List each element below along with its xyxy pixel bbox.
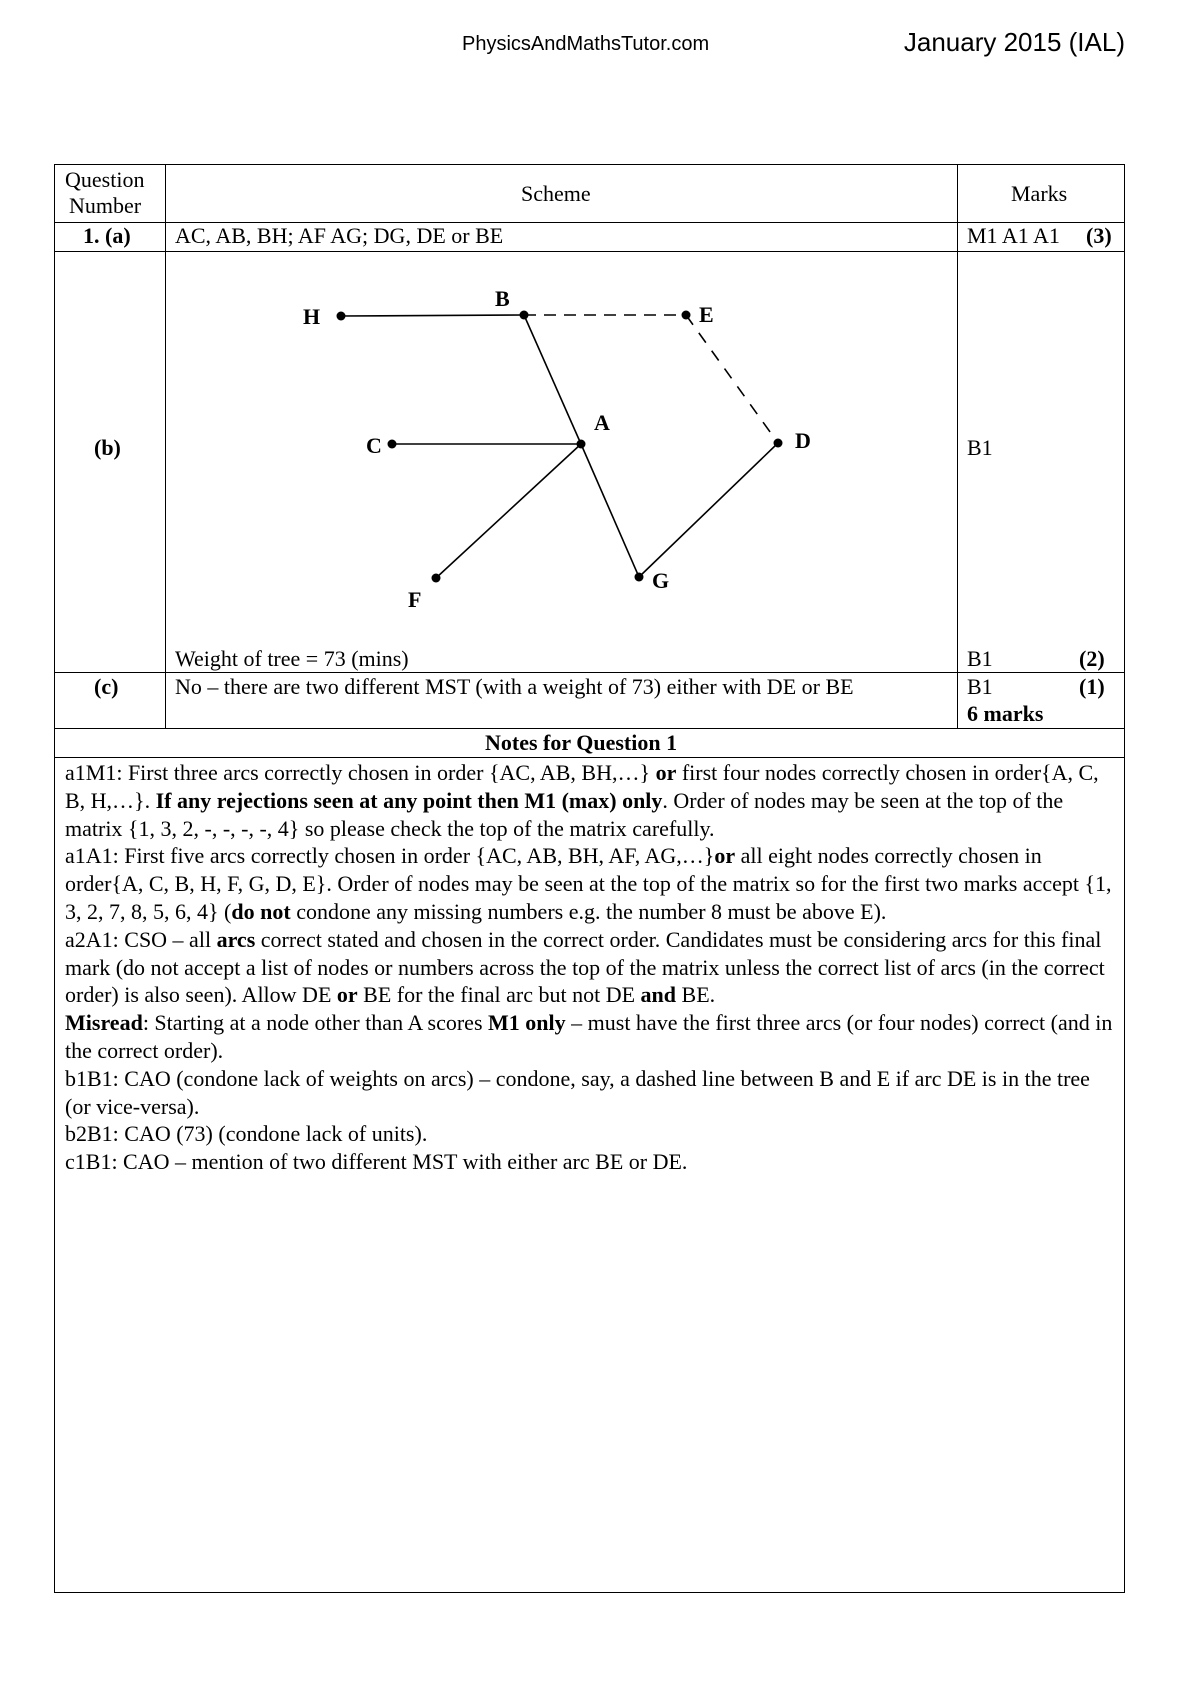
note-text: – must have the first three arcs (or four nodes) correct (and in the correct order). [65,1010,1113,1063]
note-text: a1M1: First three arcs correctly chosen in order {AC, AB, BH,…} [65,760,656,785]
note-text: correct stated and chosen in the correct order. Candidates must be considering arcs for this final mark (do not accept a list of nodes or numbers across the top of the matrix unless the correct list of arcs (in the correct order) is also seen). Allow DE [65,926,1105,1008]
note-c1b1: c1B1: CAO – mention of two different MST with either arc BE or DE. [65,1149,688,1175]
row-c-number: (c) [94,674,119,699]
header-question-l1: Question [65,167,145,192]
note-bold: do not [231,898,291,924]
node-f [432,574,441,583]
header-marks: Marks [1011,181,1068,206]
label-e: E [699,302,714,327]
edge-ba [524,315,581,444]
edge-ed-dashed [686,315,778,443]
note-text: first four nodes correctly chosen in order{A, C, B, H,…}. [65,760,1099,813]
note-text: all eight nodes correctly chosen in order{A, C, B, H, F, G, D, E}. Order of nodes may be seen at the top of the matrix so for the first two marks accept {1, 3, 2, 7, 8, 5, 6, 4} ( [65,843,1112,924]
grand-total: 6 marks [967,701,1044,726]
header-date: January 2015 (IAL) [903,27,1125,57]
note-a1m1 [65,759,1115,842]
label-b: B [495,286,510,311]
row-b-marks2: B1 [967,646,993,671]
note-text: : Starting at a node other than A scores [142,1010,489,1036]
row-b-number: (b) [94,435,121,460]
row-a-scheme: AC, AB, BH; AF AG; DG, DE or BE [175,223,504,248]
row-divider [55,728,1124,729]
note-b1b1: b1B1: CAO (condone lack of weights on arcs) – condone, say, a dashed line between B and E if arc DE is in the tree (or vice-versa). [65,1065,1090,1119]
note-text: a2A1: CSO – all [65,926,217,952]
row-b-marks1: B1 [967,435,993,460]
note-a2a1 [65,926,1115,1009]
edge-hb [341,315,524,316]
note-bold: or [336,982,358,1008]
header-question-l2: Number [69,193,142,218]
row-b-scheme: Weight of tree = 73 (mins) [175,646,409,671]
note-bold: If any rejections seen at any point then M1 (max) only [155,787,663,813]
node-a [577,440,586,449]
row-c-total: (1) [1079,674,1105,699]
node-g [635,573,644,582]
note-text: . Order of nodes may be seen at the top of the matrix {1, 3, 2, -, -, -, -, 4} so please check the top of the matrix carefully. [65,787,1064,841]
row-a-total: (3) [1086,223,1112,248]
label-h: H [303,304,321,329]
note-bold: or [655,760,677,785]
row-c-marks: B1 [967,674,993,699]
mst-diagram [0,0,1190,700]
notes-title: Notes for Question 1 [485,730,678,755]
note-text: a1A1: First five arcs correctly chosen in order {AC, AB, BH, AF, AG,…} [65,843,715,869]
note-bold: M1 only [488,1010,566,1036]
edge-gd [639,443,778,577]
label-c: C [366,433,382,458]
note-b2b1: b2B1: CAO (73) (condone lack of units). [65,1121,428,1147]
header-site: PhysicsAndMathsTutor.com [462,33,710,55]
label-f: F [408,587,422,612]
header-scheme: Scheme [521,181,591,206]
node-b [520,311,529,320]
row-c-scheme: No – there are two different MST (with a weight of 73) either with DE or BE [175,674,854,699]
note-misread [65,1009,1115,1065]
edge-af [436,444,581,578]
notes-body [65,759,1115,1176]
node-c [388,440,397,449]
label-g: G [652,568,670,593]
row-a-marks: M1 A1 A1 [967,223,1060,248]
node-e [682,311,691,320]
note-a1a1 [65,842,1115,925]
note-text: BE for the final arc but not DE [357,982,641,1008]
note-text: BE. [676,982,716,1008]
label-a: A [594,410,610,435]
node-h [337,312,346,321]
label-d: D [795,428,811,453]
node-d [774,439,783,448]
note-bold: or [714,843,736,869]
note-bold: and [640,982,677,1008]
note-text: condone any missing numbers e.g. the number 8 must be above E). [290,898,887,924]
edge-ag [581,444,639,577]
row-a-number: 1. (a) [83,223,131,248]
row-b-total: (2) [1079,646,1105,671]
note-bold: arcs [216,926,256,952]
row-divider [55,757,1124,758]
note-bold: Misread [65,1010,143,1036]
